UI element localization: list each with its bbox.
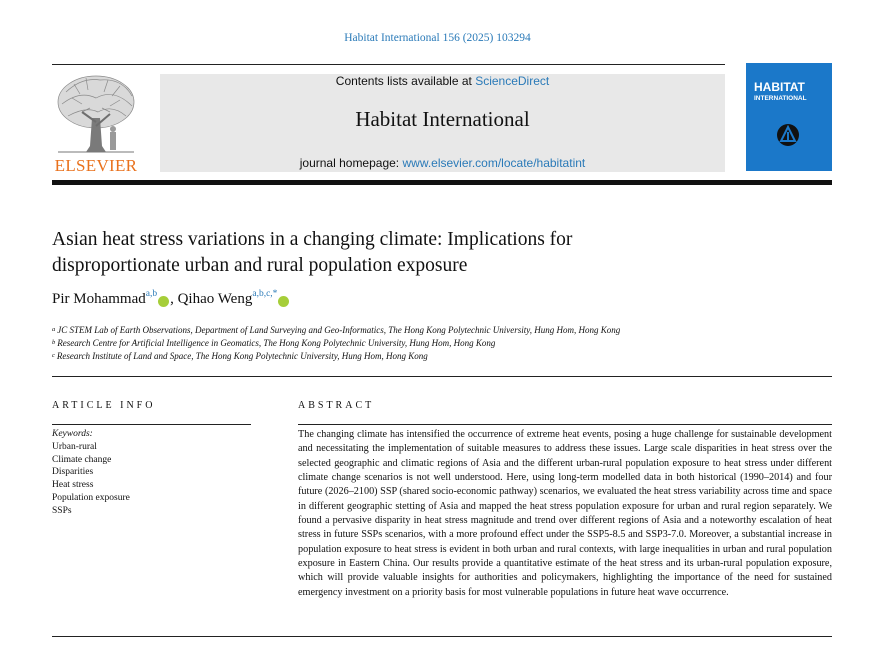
- cover-title: HABITAT: [754, 80, 805, 94]
- article-title-line-2: disproportionate urban and rural population exposure: [52, 255, 468, 276]
- affiliation-item: $^a$ JC STEM Lab of Earth Observations, Department of Land Surveying and Geo-Informatics, The Hong Kong Polytechnic University, Hung Hom, Hong Kong: [52, 325, 621, 335]
- journal-homepage-link[interactable]: www.elsevier.com/locate/habitatint: [402, 156, 586, 170]
- affiliation-item: $^b$ Research Centre for Artificial Intelligence in Geomatics, The Hong Kong Polytechnic University, Hung Hom, Hong Kong: [52, 338, 496, 348]
- abstract-body: The changing climate has intensified the occurrence of extreme heat events, posing a huge challenge for sustainable development and necessitating the implementation of suitable measures to address these issues. Large scale disparities in heat stress over the selected geographic and climatic regions of Asia and the different urban-rural population exposure to heat stress under different climate change scenarios is not well understood. Here, using long-term modelled data in both historical (1990–2014) and four future (2026–2100) SSP (shared socio-economic pathway) scenarios, we evaluated the heat stress variability across time and space in different geographic stetting of Asia and mapped the heat stress population exposure for urban and rural region separately. We found a pervasive disparity in heat stress magnitude and trend over different regions of Asia and a noteworthy escalation of heat stress in future SSPs scenarios, with a more profound effect under the SSP5-8.5 and SSP3-7.0. Moreover, a substantial increase in population exposure to heat stress is evident in both urban and rural contexts, with large inequalities in urban and rural population exposure in Eastern China. Our results provide a quantitative estimate of the heat stress and its urban-rural population exposure, which will provide valuable insights for authorities and policymakers, highlighting the importance of the need for sustained emergency investment on a priority basis for most vulnerable populations in future heat wave occurrence.: [298, 429, 832, 598]
- orcid-icon[interactable]: [278, 296, 289, 307]
- article-info-rule: [52, 424, 251, 425]
- keyword-item: Heat stress: [52, 480, 94, 491]
- journal-cover-thumbnail[interactable]: [746, 63, 832, 171]
- orcid-icon[interactable]: [158, 296, 169, 307]
- header-bottom-rule: [52, 180, 832, 185]
- abstract-heading: ABSTRACT: [298, 400, 375, 411]
- sciencedirect-link[interactable]: ScienceDirect: [475, 74, 550, 88]
- keyword-item: Population exposure: [52, 492, 130, 503]
- keyword-item: Urban-rural: [52, 441, 97, 452]
- keyword-item: Disparities: [52, 467, 94, 478]
- author-affiliation-marks[interactable]: a,b,c,*: [252, 289, 278, 299]
- affiliation-list: [52, 324, 620, 363]
- article-info-heading: ARTICLE INFO: [52, 400, 156, 411]
- keywords-list: [52, 428, 130, 518]
- journal-homepage-line: [160, 156, 725, 170]
- author-name[interactable]: Pir Mohammad: [52, 291, 146, 307]
- author-separator: ,: [170, 291, 178, 307]
- section-divider: [52, 376, 832, 377]
- author-name[interactable]: Qihao Weng: [177, 291, 253, 307]
- abstract-bottom-rule: [52, 636, 832, 637]
- keyword-item: SSPs: [52, 505, 72, 516]
- header-top-rule: [52, 64, 725, 65]
- habitat-emblem-icon: [774, 121, 802, 149]
- article-title: [52, 227, 812, 279]
- affiliation-item: $^c$ Research Institute of Land and Space, The Hong Kong Polytechnic University, Hung Hom, Hong Kong: [52, 351, 428, 361]
- homepage-prefix: journal homepage:: [299, 156, 403, 170]
- cover-subtitle: INTERNATIONAL: [754, 95, 807, 102]
- journal-citation-link[interactable]: Habitat International 156 (2025) 103294: [344, 32, 531, 44]
- contents-prefix: Contents lists available at: [335, 74, 476, 88]
- journal-title: Habitat International: [355, 107, 530, 131]
- author-list: [52, 291, 290, 308]
- keyword-item: Climate change: [52, 454, 112, 465]
- corresponding-author-mark[interactable]: *: [272, 289, 278, 299]
- article-title-line-1: Asian heat stress variations in a changing climate: Implications for: [52, 229, 573, 250]
- elsevier-wordmark: ELSEVIER: [54, 156, 138, 175]
- elsevier-logo: [52, 72, 140, 175]
- author-affiliation-marks[interactable]: a,b: [145, 289, 158, 299]
- keywords-label: Keywords:: [52, 429, 93, 439]
- tree-of-knowledge-icon: [52, 72, 140, 154]
- contents-availability-line: [160, 74, 725, 88]
- abstract-rule: [298, 424, 832, 425]
- journal-masthead: [160, 74, 725, 172]
